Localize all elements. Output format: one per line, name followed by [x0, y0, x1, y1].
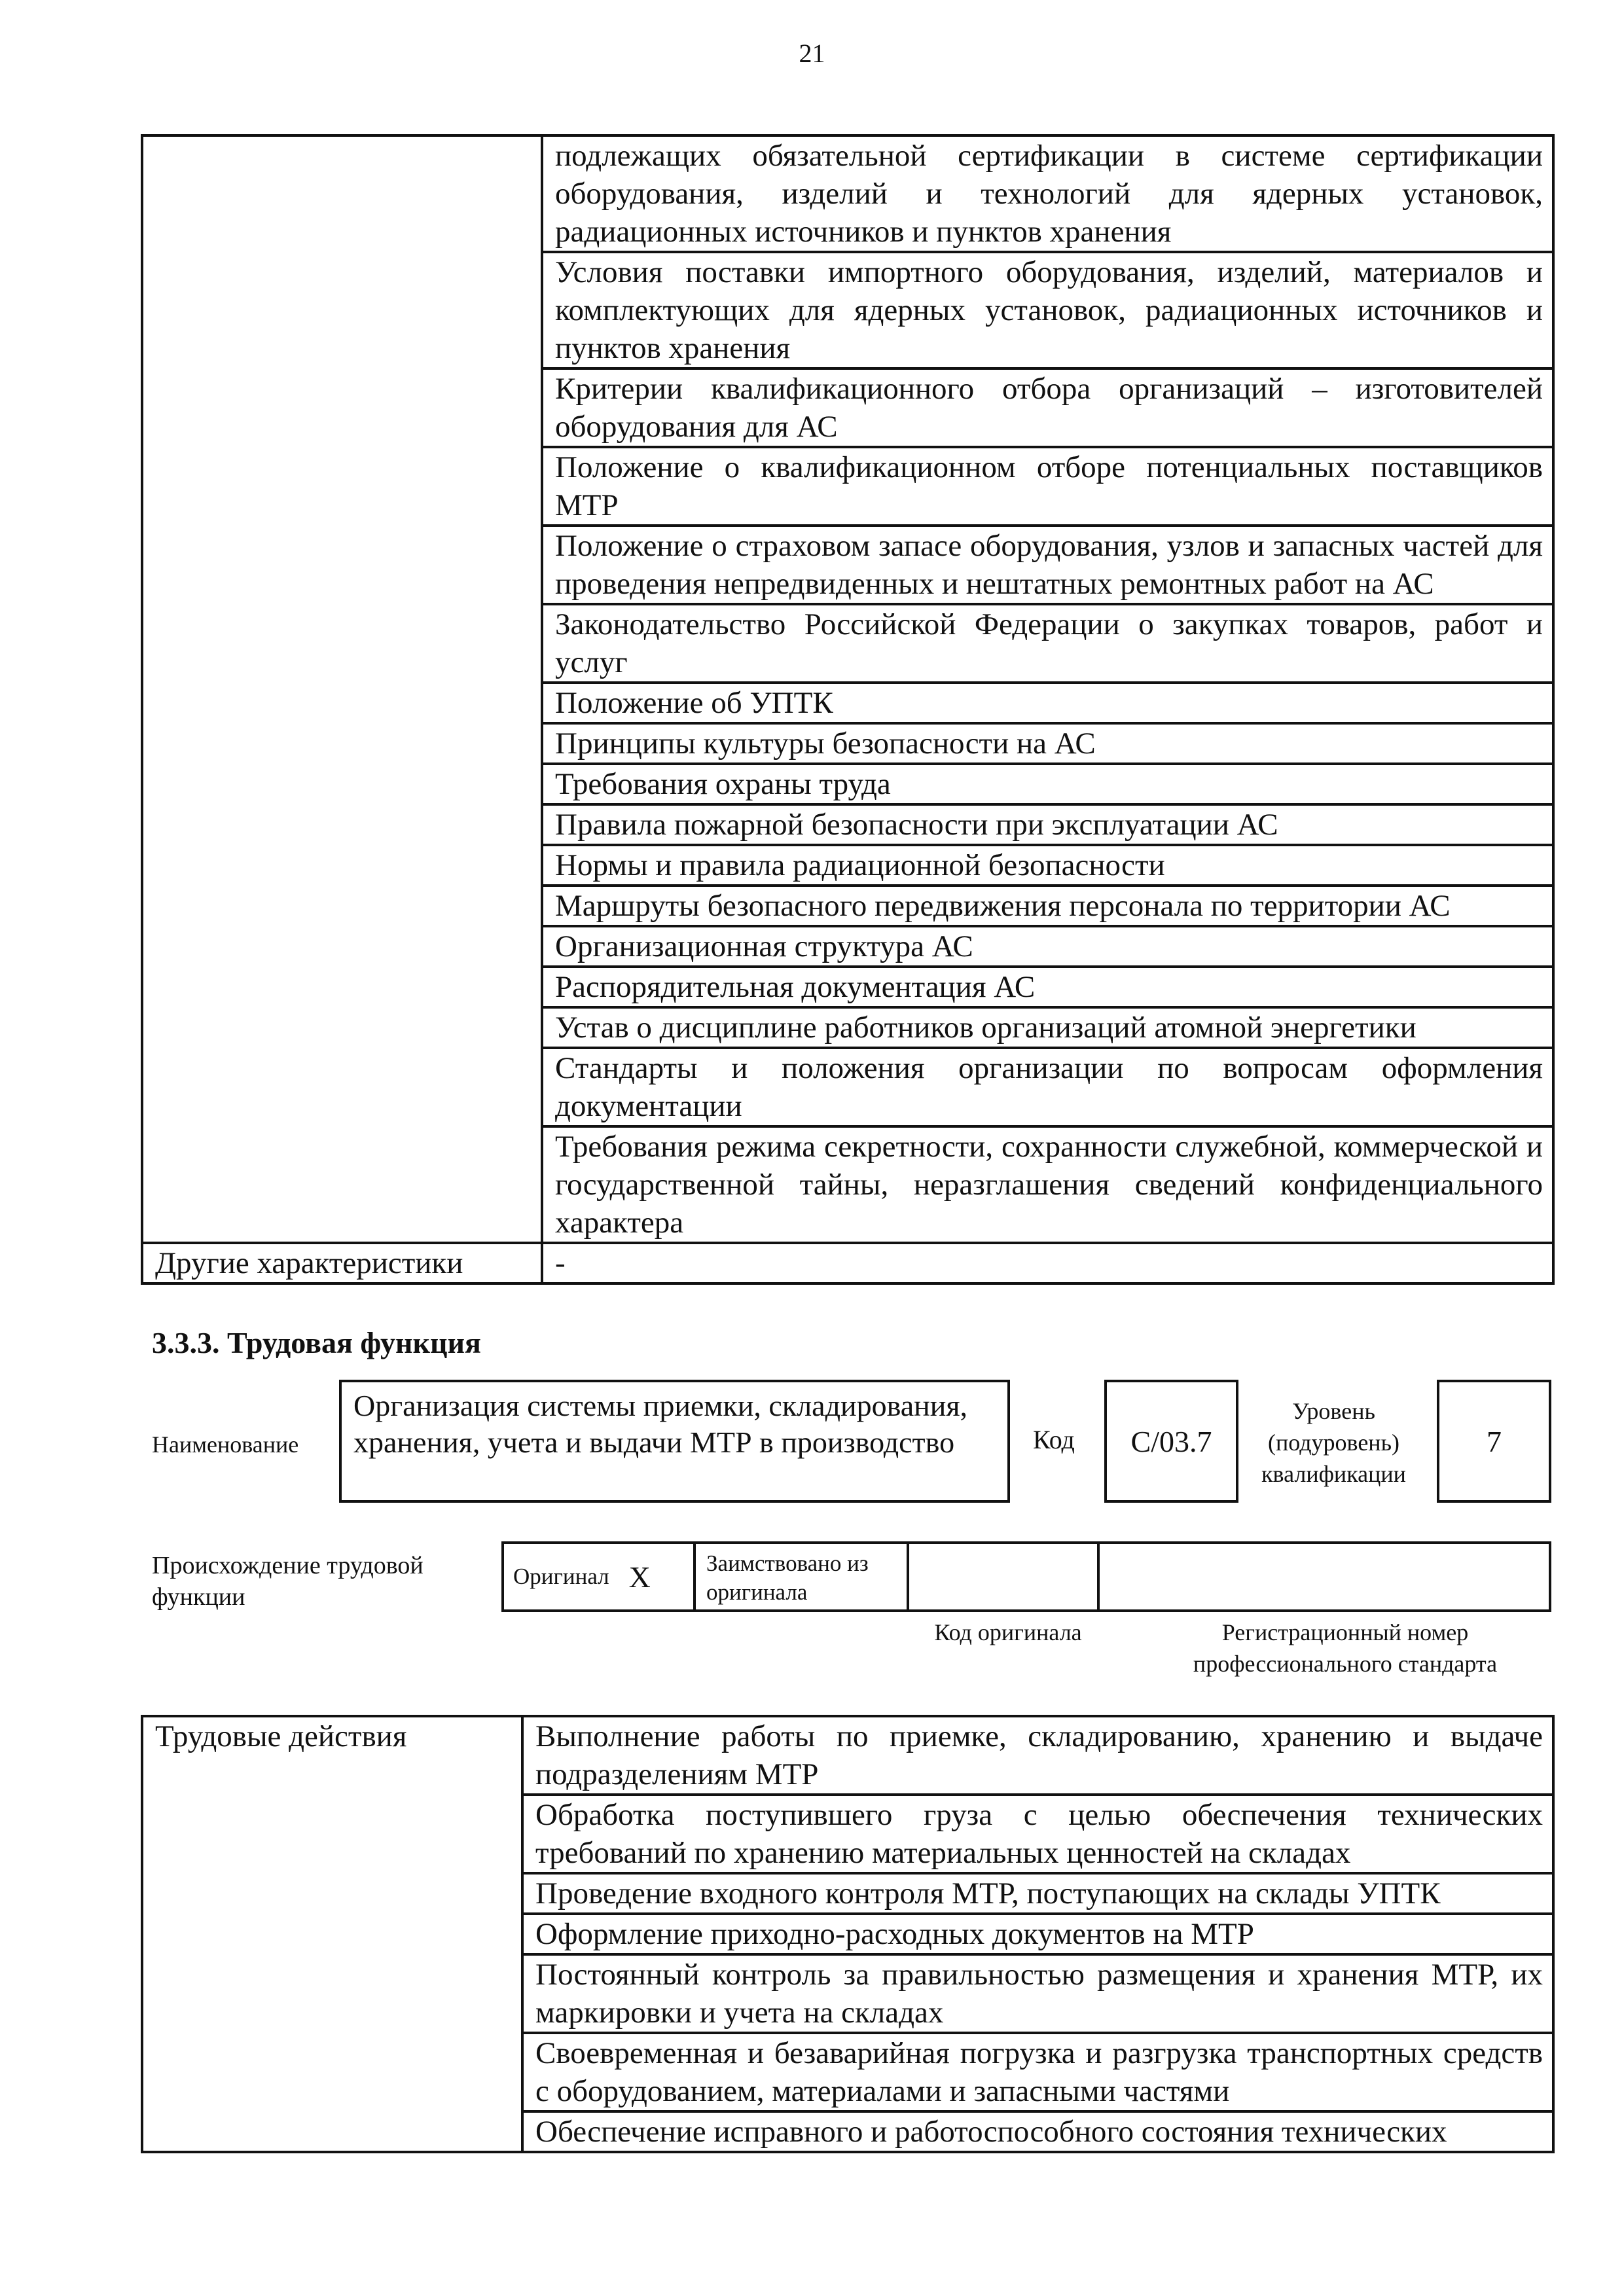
level-label: Уровень (подуровень) квалификации	[1261, 1398, 1406, 1487]
action-item: Постоянный контроль за правильностью размещения и хранения МТР, их маркировки и учета на складах	[522, 1954, 1553, 2033]
action-item: Обеспечение исправного и работоспособного состояния технических	[522, 2111, 1553, 2152]
knowledge-item: Законодательство Российской Федерации о закупках товаров, работ и услуг	[542, 604, 1553, 683]
knowledge-item: Нормы и правила радиационной безопасности	[542, 845, 1553, 886]
table-row	[142, 135, 1553, 252]
actions-label: Трудовые действия	[142, 1716, 522, 2152]
knowledge-item: Устав о дисциплине работников организаций атомной энергетики	[542, 1007, 1553, 1048]
knowledge-item: Положение об УПТК	[542, 683, 1553, 723]
code-label: Код	[1033, 1425, 1075, 1454]
knowledge-item: Распорядительная документация АС	[542, 967, 1553, 1007]
knowledge-item: Маршруты безопасного передвижения персонала по территории АС	[542, 886, 1553, 926]
registration-caption: Регистрационный номер профессионального стандарта	[1193, 1619, 1498, 1677]
knowledge-item: Критерии квалификационного отбора организаций – изготовителей оборудования для АС	[542, 368, 1553, 447]
knowledge-item: Правила пожарной безопасности при эксплуатации АС	[542, 804, 1553, 845]
table-row	[142, 1716, 1553, 1795]
registration-number-cell	[1097, 1541, 1551, 1612]
original-mark: X	[628, 1560, 651, 1594]
name-label: Наименование	[152, 1431, 299, 1458]
action-item: Выполнение работы по приемке, складированию, хранению и выдаче подразделениям МТР	[522, 1716, 1553, 1795]
page-number: 21	[799, 39, 825, 68]
code-box: С/03.7	[1104, 1380, 1238, 1503]
section-title: 3.3.3. Трудовая функция	[152, 1326, 481, 1359]
knowledge-item: Положение о страховом запасе оборудования, узлов и запасных частей для проведения непредвиденных и нештатных ремонтных работ на АС	[542, 526, 1553, 604]
code-caption: Код оригинала	[934, 1619, 1082, 1645]
action-item: Своевременная и безаварийная погрузка и разгрузка транспортных средств с оборудованием, материалами и запасными частями	[522, 2033, 1553, 2111]
original-label: Оригинал	[513, 1564, 609, 1589]
knowledge-label-cell	[142, 135, 542, 1243]
knowledge-item: Требования режима секретности, сохранности служебной, коммерческой и государственной тайны, неразглашения сведений конфиденциального характера	[542, 1126, 1553, 1243]
knowledge-item: Организационная структура АС	[542, 926, 1553, 967]
level-box: 7	[1437, 1380, 1551, 1503]
other-characteristics-value: -	[542, 1243, 1553, 1283]
knowledge-item: Положение о квалификационном отборе потенциальных поставщиков МТР	[542, 447, 1553, 526]
action-item: Проведение входного контроля МТР, поступающих на склады УПТК	[522, 1873, 1553, 1914]
knowledge-item: подлежащих обязательной сертификации в системе сертификации оборудования, изделий и технологий для ядерных установок, радиационных источников и пунктов хранения	[542, 135, 1553, 252]
action-item: Обработка поступившего груза с целью обеспечения технических требований по хранению материальных ценностей на складах	[522, 1795, 1553, 1873]
table-row	[142, 1243, 1553, 1283]
knowledge-item: Требования охраны труда	[542, 764, 1553, 804]
other-characteristics-label: Другие характеристики	[142, 1243, 542, 1283]
origin-label: Происхождение трудовой функции	[152, 1552, 424, 1611]
actions-table	[141, 1715, 1555, 2153]
original-cell	[501, 1541, 696, 1612]
borrowed-label: Заимствовано из оригинала	[693, 1541, 909, 1612]
knowledge-item: Условия поставки импортного оборудования, изделий, материалов и комплектующих для ядерных установок, радиационных источников и пунктов хранения	[542, 252, 1553, 368]
action-item: Оформление приходно-расходных документов на МТР	[522, 1914, 1553, 1954]
knowledge-item: Стандарты и положения организации по вопросам оформления документации	[542, 1048, 1553, 1126]
knowledge-item: Принципы культуры безопасности на АС	[542, 723, 1553, 764]
knowledge-table	[141, 134, 1555, 1285]
original-code-cell	[907, 1541, 1100, 1612]
function-name-box: Организация системы приемки, складирования, хранения, учета и выдачи МТР в производство	[339, 1380, 1010, 1503]
origin-row	[504, 1541, 1551, 1612]
